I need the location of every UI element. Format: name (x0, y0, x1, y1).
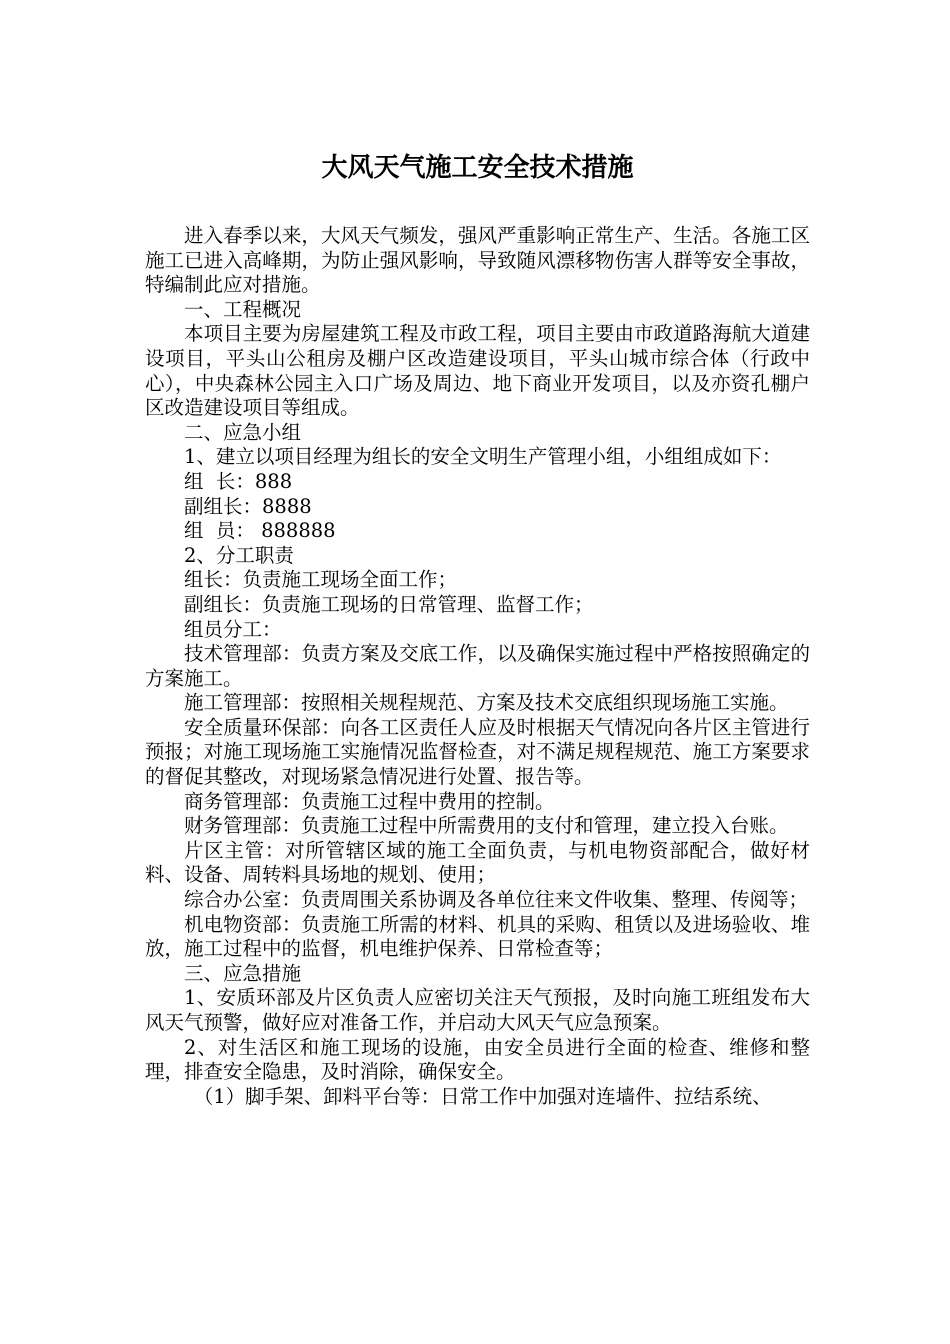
team-leader-line: 组 长：888 (184, 469, 293, 493)
duty-members-heading: 组员分工： (184, 617, 282, 641)
paragraph-overview: 本项目主要为房屋建筑工程及市政工程，项目主要由市政道路海航大道建设项目，平头山公租房及棚户区改造建设项目，平头山城市综合体（行政中心），中央森林公园主入口广场及周边、地下商业开发项目，以及亦资孔棚户区改造建设项目等组成。 (145, 322, 810, 420)
measure-2: 2、对生活区和施工现场的设施，由安全员进行全面的检查、维修和整理，排查安全隐患，及时消除，确保安全。 (145, 1035, 810, 1084)
measure-1: 1、安质环部及片区负责人应密切关注天气预报，及时向施工班组发布大风天气预警，做好应对准备工作，并启动大风天气应急预案。 (145, 986, 810, 1034)
duty-safety-dept: 安全质量环保部：向各工区责任人应及时根据天气情况向各片区主管进行预报；对施工现场施工实施情况监督检查，对不满足规程规范、施工方案要求的督促其整改，对现场紧急情况进行处置、报告等。 (145, 715, 810, 789)
duty-tech-dept: 技术管理部：负责方案及交底工作，以及确保实施过程中严格按照确定的方案施工。 (145, 642, 810, 690)
paragraph-intro: 进入春季以来，大风天气频发，强风严重影响正常生产、生活。各施工区施工已进入高峰期，为防止强风影响，导致随风漂移物伤害人群等安全事故，特编制此应对措施。 (145, 224, 810, 297)
subheading-duties: 2、分工职责 (184, 543, 294, 567)
duty-area-supervisor: 片区主管：对所管辖区域的施工全面负责，与机电物资部配合，做好材料、设备、周转料具场地的规划、使用； (145, 838, 810, 887)
document-body (145, 224, 810, 1109)
document-title: 大风天气施工安全技术措施 (321, 153, 634, 184)
duty-deputy: 副组长：负责施工现场的日常管理、监督工作； (184, 592, 594, 616)
section-heading-overview: 一、工程概况 (184, 297, 302, 321)
section-heading-emergency-team: 二、应急小组 (184, 420, 302, 444)
paragraph-team-setup: 1、建立以项目经理为组长的安全文明生产管理小组，小组组成如下： (184, 445, 782, 469)
team-member-line: 组 员： 888888 (184, 519, 336, 543)
team-deputy-line: 副组长：8888 (184, 494, 312, 518)
section-heading-measures: 三、应急措施 (184, 961, 302, 985)
duty-business-dept: 商务管理部：负责施工过程中费用的控制。 (184, 789, 555, 813)
duty-finance-dept: 财务管理部：负责施工过程中所需费用的支付和管理，建立投入台账。 (184, 814, 789, 838)
duty-construction-dept: 施工管理部：按照相关规程规范、方案及技术交底组织现场施工实施。 (184, 691, 789, 715)
duty-materials-dept: 机电物资部：负责施工所需的材料、机具的采购、租赁以及进场验收、堆放，施工过程中的监督，机电维护保养、日常检查等； (145, 912, 810, 961)
duty-leader: 组长：负责施工现场全面工作； (184, 568, 458, 592)
measure-2-item-1: （1）脚手架、卸料平台等：日常工作中加强对连墙件、拉结系统、 (193, 1084, 772, 1108)
duty-office: 综合办公室：负责周围关系协调及各单位往来文件收集、整理、传阅等； (184, 888, 809, 912)
